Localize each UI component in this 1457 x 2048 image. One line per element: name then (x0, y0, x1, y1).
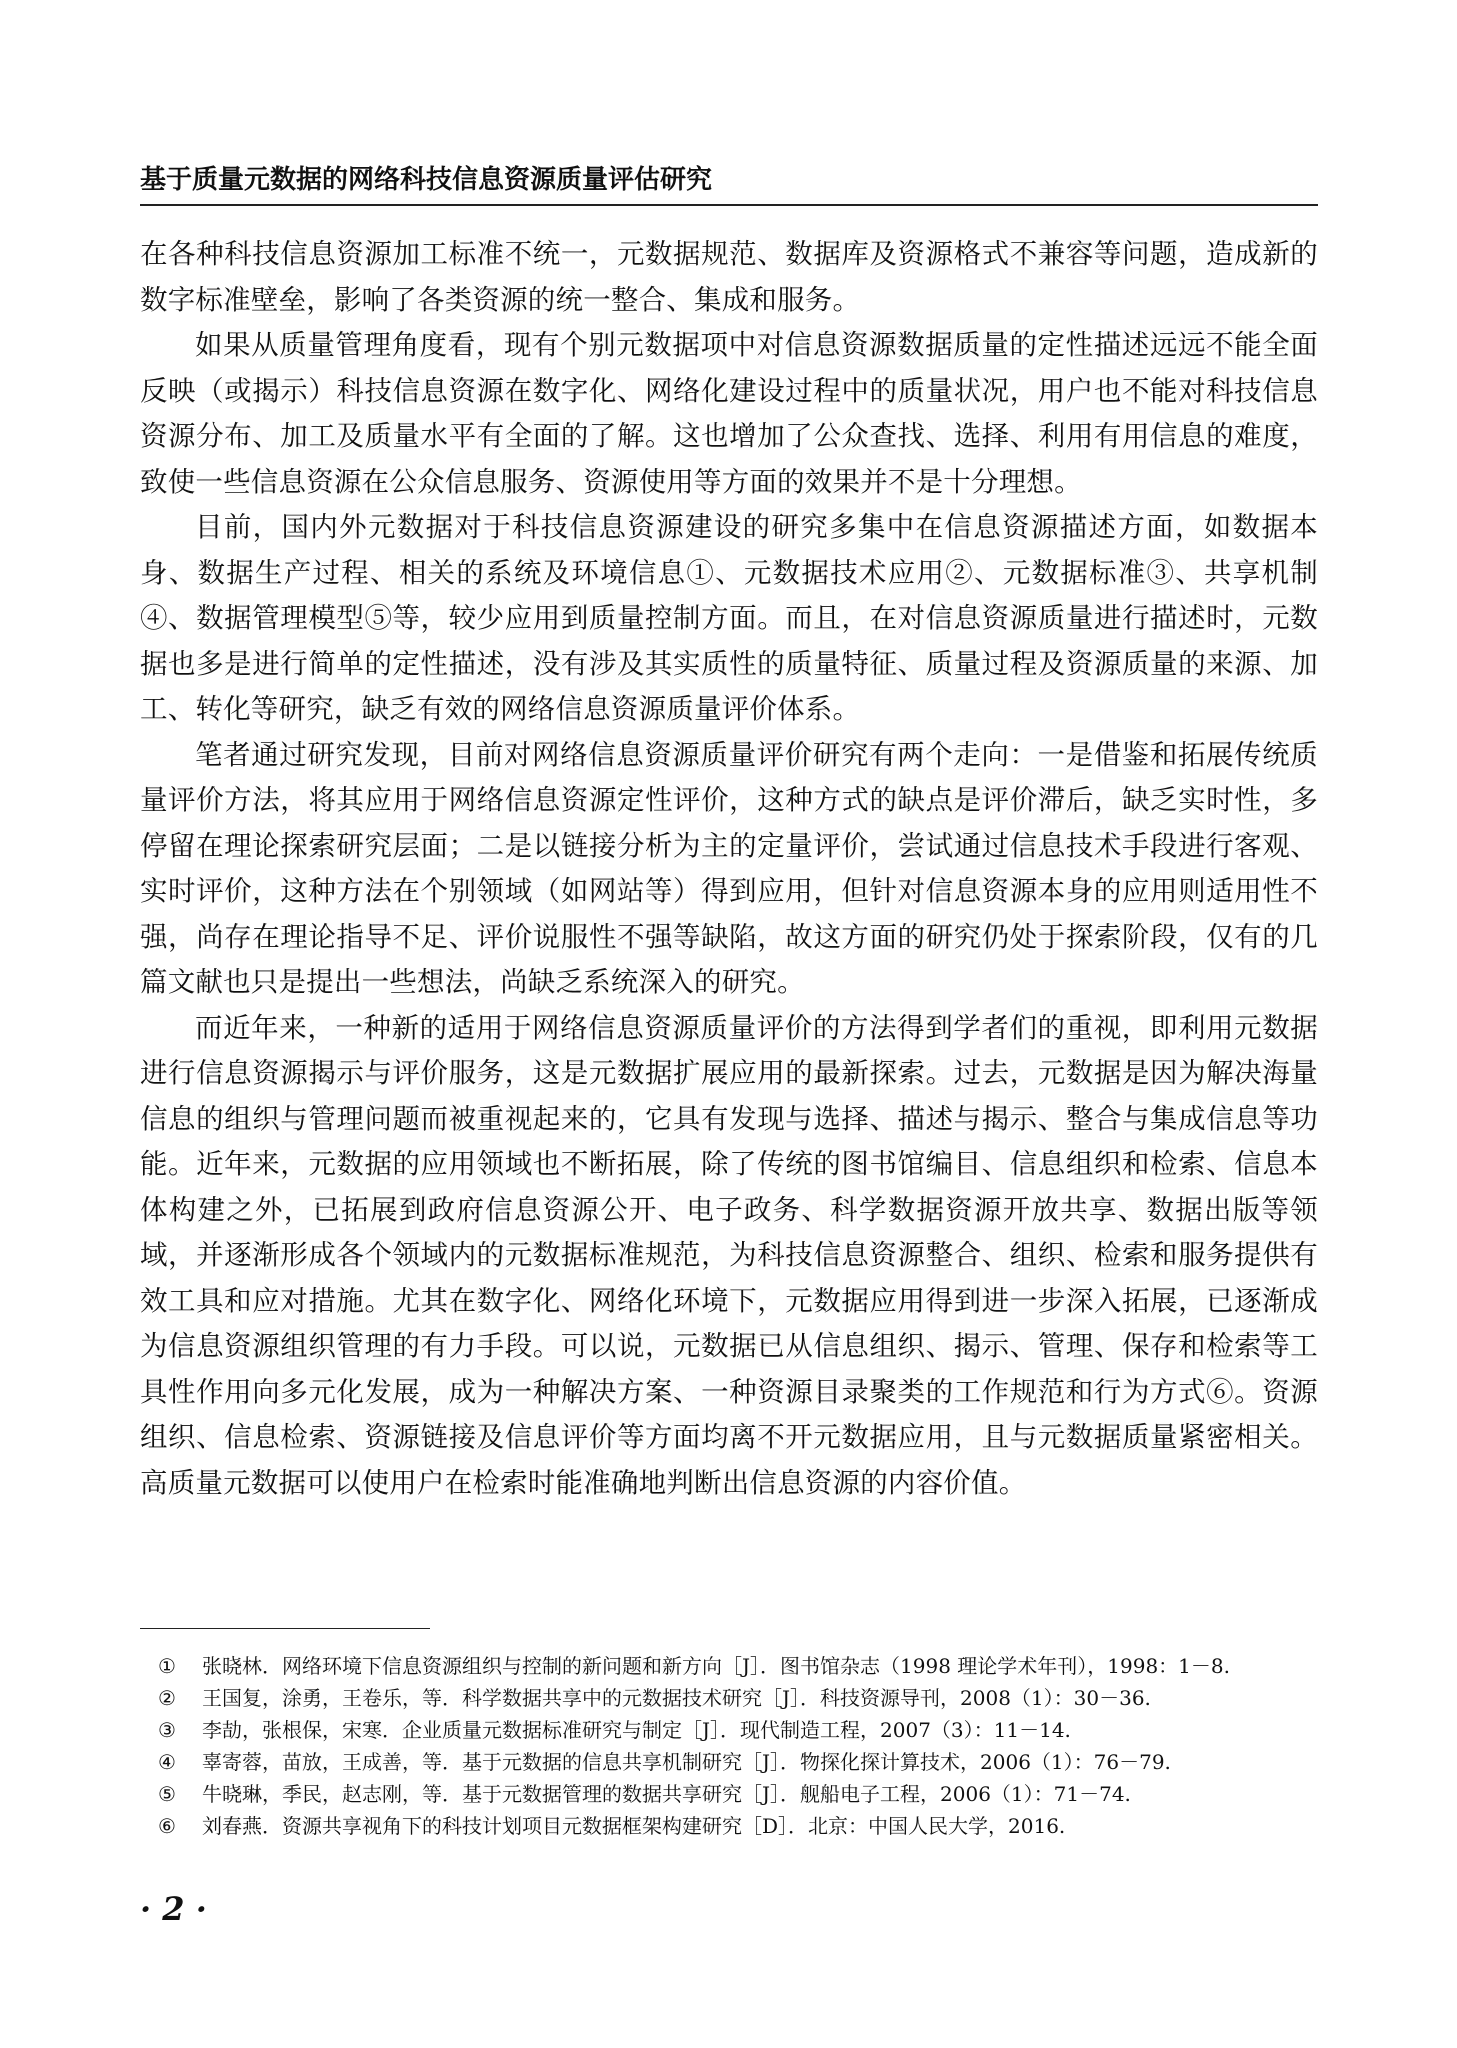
footnote (140, 1650, 1318, 1682)
footnote (140, 1714, 1318, 1746)
paragraph: 而近年来，一种新的适用于网络信息资源质量评价的方法得到学者们的重视，即利用元数据进行信息资源揭示与评价服务，这是元数据扩展应用的最新探索。过去，元数据是因为解决海量信息的组织与管理问题而被重视起来的，它具有发现与选择、描述与揭示、整合与集成信息等功能。近年来，元数据的应用领域也不断拓展，除了传统的图书馆编目、信息组织和检索、信息本体构建之外，已拓展到政府信息资源公开、电子政务、科学数据资源开放共享、数据出版等领域，并逐渐形成各个领域内的元数据标准规范，为科技信息资源整合、组织、检索和服务提供有效工具和应对措施。尤其在数字化、网络化环境下，元数据应用得到进一步深入拓展，已逐渐成为信息资源组织管理的有力手段。可以说，元数据已从信息组织、揭示、管理、保存和检索等工具性作用向多元化发展，成为一种解决方案、一种资源目录聚类的工作规范和行为方式⑥。资源组织、信息检索、资源链接及信息评价等方面均离不开元数据应用，且与元数据质量紧密相关。高质量元数据可以使用户在检索时能准确地判断出信息资源的内容价值。 (140, 1011, 1318, 1499)
footnote-mark: ① (158, 1654, 176, 1678)
footnote (140, 1746, 1318, 1778)
paragraph: 在各种科技信息资源加工标准不统一，元数据规范、数据库及资源格式不兼容等问题，造成新的数字标准壁垒，影响了各类资源的统一整合、集成和服务。 (140, 238, 1318, 316)
footnote-text: 张晓林．网络环境下信息资源组织与控制的新问题和新方向［J］．图书馆杂志（1998 理论学术年刊），1998：1－8. (202, 1654, 1230, 1678)
body-text (140, 232, 1318, 1506)
footnote-text: 辜寄蓉，苗放，王成善，等．基于元数据的信息共享机制研究［J］．物探化探计算技术，2006（1）：76－79. (202, 1750, 1171, 1774)
footnote-mark: ⑤ (158, 1782, 176, 1806)
footnote-text: 牛晓琳，季民，赵志刚，等．基于元数据管理的数据共享研究［J］．舰船电子工程，2006（1）：71－74. (202, 1782, 1131, 1806)
footnote-mark: ④ (158, 1750, 176, 1774)
footnote (140, 1682, 1318, 1714)
footnote-mark: ⑥ (158, 1814, 176, 1838)
footnote-text: 刘春燕．资源共享视角下的科技计划项目元数据框架构建研究［D］．北京：中国人民大学，2016. (202, 1814, 1066, 1838)
footnotes (140, 1650, 1318, 1842)
footnote (140, 1778, 1318, 1810)
paragraph: 目前，国内外元数据对于科技信息资源建设的研究多集中在信息资源描述方面，如数据本身、数据生产过程、相关的系统及环境信息①、元数据技术应用②、元数据标准③、共享机制④、数据管理模型⑤等，较少应用到质量控制方面。而且，在对信息资源质量进行描述时，元数据也多是进行简单的定性描述，没有涉及其实质性的质量特征、质量过程及资源质量的来源、加工、转化等研究，缺乏有效的网络信息资源质量评价体系。 (140, 511, 1318, 725)
footnote-text: 王国复，涂勇，王卷乐，等．科学数据共享中的元数据技术研究［J］．科技资源导刊，2008（1）：30－36. (202, 1686, 1151, 1710)
footnote-divider (140, 1628, 430, 1629)
footnote (140, 1810, 1318, 1842)
page-number: · 2 · (140, 1890, 207, 1928)
paragraph: 如果从质量管理角度看，现有个别元数据项中对信息资源数据质量的定性描述远远不能全面反映（或揭示）科技信息资源在数字化、网络化建设过程中的质量状况，用户也不能对科技信息资源分布、加工及质量水平有全面的了解。这也增加了公众查找、选择、利用有用信息的难度，致使一些信息资源在公众信息服务、资源使用等方面的效果并不是十分理想。 (140, 329, 1318, 498)
paragraph: 笔者通过研究发现，目前对网络信息资源质量评价研究有两个走向：一是借鉴和拓展传统质量评价方法，将其应用于网络信息资源定性评价，这种方式的缺点是评价滞后，缺乏实时性，多停留在理论探索研究层面；二是以链接分析为主的定量评价，尝试通过信息技术手段进行客观、实时评价，这种方法在个别领域（如网站等）得到应用，但针对信息资源本身的应用则适用性不强，尚存在理论指导不足、评价说服性不强等缺陷，故这方面的研究仍处于探索阶段，仅有的几篇文献也只是提出一些想法，尚缺乏系统深入的研究。 (140, 738, 1318, 998)
footnote-mark: ② (158, 1686, 176, 1710)
footnote-mark: ③ (158, 1718, 176, 1742)
footnote-text: 李劼，张根保，宋寒．企业质量元数据标准研究与制定［J］．现代制造工程，2007（3）：11－14. (202, 1718, 1071, 1742)
running-head: 基于质量元数据的网络科技信息资源质量评估研究 (140, 160, 1318, 206)
